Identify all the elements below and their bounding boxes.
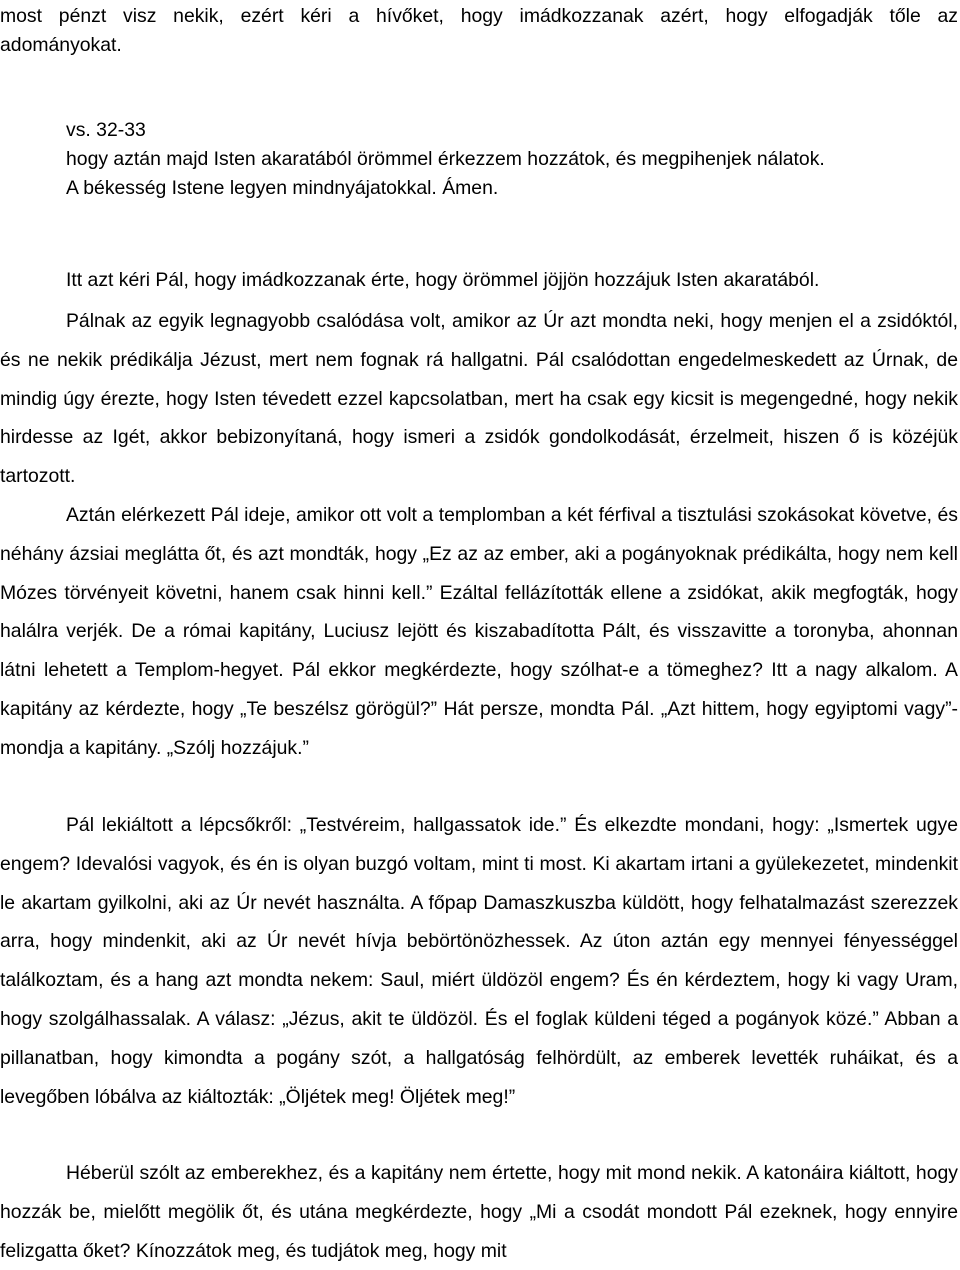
verse-line-2: A békesség Istene legyen mindnyájatokkal. Ámen.	[66, 177, 499, 199]
verse-line-1: hogy aztán majd Isten akaratából örömmel érkezzem hozzátok, és megpihenjek nálatok.	[66, 148, 825, 170]
paragraph-4: Héberül szólt az emberekhez, és a kapitány nem értette, hogy mit mond nekik. A katonáira kiáltott, hogy hozzák be, mielőtt megölik őt, és utána megkérdezte, hogy „Mi a csodát mondott Pál ezeknek, hogy ennyire felizgatta őket? Kínozzátok meg, és tudjátok meg, hogy mit	[0, 1162, 958, 1262]
comment-line: Itt azt kéri Pál, hogy imádkozzanak érte, hogy örömmel jöjjön hozzájuk Isten akaratából.	[66, 269, 820, 291]
intro-line-2: adományokat.	[0, 34, 122, 56]
paragraph-1: Pálnak az egyik legnagyobb csalódása volt, amikor az Úr azt mondta neki, hogy menjen el a zsidóktól, és ne nekik prédikálja Jézust, mert nem fognak rá hallgatni. Pál csalódottan engedelmeskedett az Úrnak, de mindig úgy érezte, hogy Isten tévedett ezzel kapcsolatban, mert ha csak egy kicsit is megengedné, hogy nekik hirdesse az Igét, akkor bebizonyítaná, hogy ismeri a zsidók gondolkodását, érzelmeit, hiszen ő is közéjük tartozott.	[0, 310, 958, 488]
intro-paragraph	[0, 2, 958, 60]
paragraph-2: Aztán elérkezett Pál ideje, amikor ott volt a templomban a két férfival a tisztulási szokásokat követve, és néhány ázsiai meglátta őt, és azt mondták, hogy „Ez az az ember, aki a pogányoknak prédikálta, hogy nem kell Mózes törvényeit követni, hanem csak hinni kell.” Ezáltal fellázították ellene a zsidókat, akik megfogták, hogy halálra verjék. De a római kapitány, Luciusz lejött és kiszabadította Pált, és visszavitte a toronyba, ahonnan látni lehetett a Templom-hegyet. Pál ekkor megkérdezte, hogy szólhat-e a tömeghez? Itt a nagy alkalom. A kapitány az kérdezte, hogy „Te beszélsz görögül?” Hát persze, mondta Pál. „Azt hittem, hogy egyiptomi vagy”-mondja a kapitány. „Szólj hozzájuk.”	[0, 504, 958, 759]
paragraph-3: Pál lekiáltott a lépcsőkről: „Testvéreim, hallgassatok ide.” És elkezdte mondani, hogy: „Ismertek ugye engem? Idevalósi vagyok, és én is olyan buzgó voltam, mint ti most. Ki akartam irtani a gyülekezetet, mindenkit le akartam gyilkolni, aki az Úr nevét használta. A főpap Damaszkuszba küldött, hogy felhatalmazást szerezzek arra, hogy mindenkit, aki az Úr nevét hívja bebörtönözhessek. Az úton aztán egy mennyei fényességgel találkoztam, és a hang azt mondta nekem: Saul, miért üldözöl engem? És én kérdeztem, hogy ki vagy Uram, hogy szolgálhassalak. A válasz: „Jézus, akit te üldözöl. És el foglak küldeni téged a pogányok közé.” Abban a pillanatban, hogy kimondta a pogány szót, a hallgatóság felhördült, az emberek levették ruháikat, és a levegőben lóbálva az kiáltozták: „Öljétek meg! Öljétek meg!”	[0, 814, 958, 1108]
verse-reference: vs. 32-33	[66, 119, 146, 141]
verse-block	[66, 116, 825, 203]
comment-block	[66, 266, 819, 295]
intro-line-1: most pénzt visz nekik, ezért kéri a hívőket, hogy imádkozzanak azért, hogy elfogadják tőle az	[0, 5, 958, 27]
